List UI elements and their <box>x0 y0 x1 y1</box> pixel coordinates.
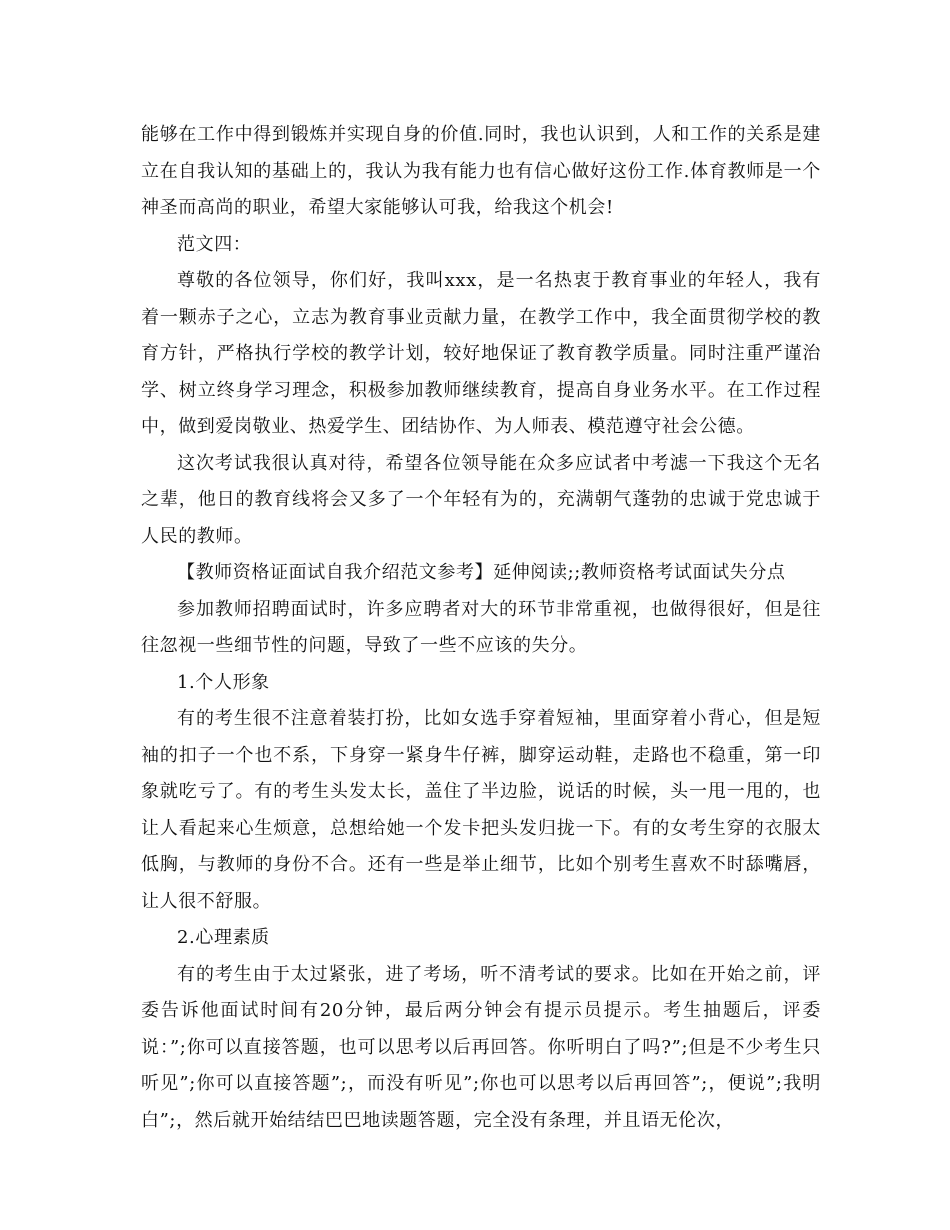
section-heading: 【教师资格证面试自我介绍范文参考】延伸阅读;;教师资格考试面试失分点 <box>177 562 786 583</box>
paragraph: 有的考生很不注意着装打扮，比如女选手穿着短袖，里面穿着小背心，但是短袖的扣子一个也不系，下身穿一紧身牛仔裤，脚穿运动鞋，走路也不稳重，第一印象就吃亏了。有的考生头发太长，盖住了半边脸，说话的时候，头一甩一甩的，也让人看起来心生烦意，总想给她一个发卡把头发归拢一下。有的女考生穿的衣服太低胸，与教师的身份不合。还有一些是举止细节，比如个别考生喜欢不时舔嘴唇，让人很不舒服。 <box>141 708 821 912</box>
paragraph: 参加教师招聘面试时，许多应聘者对大的环节非常重视，也做得很好，但是往往忽视一些细节性的问题，导致了一些不应该的失分。 <box>141 598 821 656</box>
paragraph: 有的考生由于太过紧张，进了考场，听不清考试的要求。比如在开始之前，评委告诉他面试时间有20分钟，最后两分钟会有提示员提示。考生抽题后，评委说：”;你可以直接答题，也可以思考以后再回答。你听明白了吗?”;但是不少考生只听见”;你可以直接答题”;，而没有听见”;你也可以思考以后再回答”;，便说”;我明白”;，然后就开始结结巴巴地读题答题，完全没有条理，并且语无伦次， <box>141 963 821 1131</box>
paragraph: 这次考试我很认真对待，希望各位领导能在众多应试者中考滤一下我这个无名之辈，他日的教育线将会又多了一个年轻有为的，充满朝气蓬勃的忠诚于党忠诚于人民的教师。 <box>141 452 821 547</box>
paragraph: 能够在工作中得到锻炼并实现自身的价值.同时，我也认识到，人和工作的关系是建立在自我认知的基础上的，我认为我有能力也有信心做好这份工作.体育教师是一个神圣而高尚的职业，希望大家能够认可我，给我这个机会! <box>141 124 821 218</box>
section-heading: 范文四： <box>177 233 252 255</box>
section-heading: 2.心理素质 <box>177 927 270 948</box>
section-heading: 1.个人形象 <box>177 671 270 693</box>
paragraph: 尊敬的各位领导，你们好，我叫xxx，是一名热衷于教育事业的年轻人，我有着一颗赤子之心，立志为教育事业贡献力量，在教学工作中，我全面贯彻学校的教育方针，严格执行学校的教学计划，较好地保证了教育教学质量。同时注重严谨治学、树立终身学习理念，积极参加教师继续教育，提高自身业务水平。在工作过程中，做到爱岗敬业、热爱学生、团结协作、为人师表、模范遵守社会公德。 <box>141 270 821 437</box>
document-body <box>141 117 821 1139</box>
